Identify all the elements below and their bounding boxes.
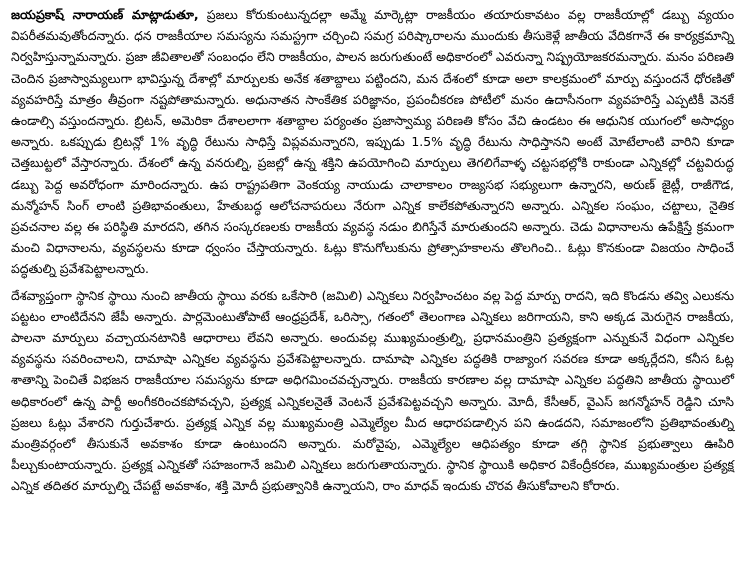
paragraph-1-text: ప్రజలు కోరుకుంటున్నదల్లా అమ్మే మార్కెట్లా రాజకీయం తయారుకావటం వల్ల రాజకీయాల్లో డబ్బు వ్యయం విపరీతమవుతోందన్నారు. ధన రాజకీయాల సమస్యను సమస్ట్రగా చర్చించి సమగ్ర పరిష్కారాలను ముందుకు తీసుకెళ్లే జాతీయ వేదికగానే ఈ కార్యక్రమాన్ని నిర్వహిస్తున్నామన్నారు. ప్రజా జీవితాలతో సంబంధం లేని రాజకీయం, పాలన జరుగుతుంటే అధికారంలో ఎవరున్నా నిష్ప్రయోజకరమన్నారు. మనం పరిణతి చెందిన ప్రజాస్వామ్యలుగా భావిస్తున్న దేశాల్లో మార్పులకు అనేక శతాబ్దాలు పట్టిందని, మన దేశంలో కూడా అలా కాలక్రమంలో మార్పు వస్తుందనే ధోరణితో వ్యవహరిస్తే మాత్రం తీవ్రంగా నష్టపోతామన్నారు. అధునాతన సాంకేతిక పరిజ్ఞానం, ప్రపంచీకరణ పోటీలో మనం ఉదాసీనంగా వ్యవహరిస్తే ఎప్పటికీ వెనకే ఉండాల్సి వస్తుందన్నారు. బ్రిటన్, అమెరికా దేశాలలాగా శతాబ్దాల పర్యంతం ప్రజాస్వామ్య పరిణతి కోసం వేచి ఉండటం ఈ ఆధునిక యుగంలో అసాధ్యం అన్నారు. ఒకప్పుడు బ్రిటన్లో 1% వృద్ధి రేటును సాధిస్తే విప్లవమన్నారని, ఇప్పుడు 1.5% వృద్ధి రేటును సాధిస్తానని అంటే మోటేలాంటి వారిని కూడా చెత్తబుట్టలో వేస్తారన్నారు. దేశంలో ఉన్న వనరుల్ని, ప్రజల్లో ఉన్న శక్తిని ఉపయోగించి మార్పులు తెగలిగేవాళ్ళ చట్టసభల్లోకి రాకుండా ఎన్నికల్లో చట్టవిరుద్ధ డబ్బు పెద్ద అవరోధంగా మారిందన్నారు. ఉప రాష్ట్రపతిగా వెంకయ్య నాయుడు చాలాకాలం రాజ్యసభ సభ్యులుగా ఉన్నారని, అరుణ్ జైట్లీ, రాజీగౌడ, మన్మోహన్ సింగ్ లాంటి ప్రతిభావంతులు, హేతుబద్ధ ఆలోచనాపరులు నేరుగా ఎన్నిక కాలేకపోతున్నారని అన్నారు. ఎన్నికల సంఘం, చట్టాలు, నైతిక ప్రవచనాల వల్ల ఈ పరిస్థితి మారదని, తగిన సంస్కరణలకు రాజకీయ వ్యవస్థ నడుం బిగిస్తేనే మారుతుందని అన్నారు. చెడు విధానాలను ఉపేక్షిస్తే క్రమంగా మంచి విధానాలను, వ్యవస్థలను కూడా ధ్వంసం చేస్తాయన్నారు. ఓట్లు కొనుగోలుకును ప్రోత్సాహకాలను తొలగించి.. ఓట్లు కొనకుండా విజయం సాధించే పద్ధతుల్ని ప్రవేశపెట్టాలన్నారు. <box>11 7 735 277</box>
article-paragraph-2 <box>11 285 734 497</box>
speaker-name: జయప్రకాష్ నారాయణ్ మాట్లాడుతూ, <box>11 7 199 22</box>
article-paragraph-1 <box>11 4 734 280</box>
paragraph-2-text: దేశవ్యాప్తంగా స్థానిక స్థాయి నుంచి జాతీయ స్థాయి వరకు ఒకేసారి (జమిలి) ఎన్నికలు నిర్వహించటం వల్ల పెద్ద మార్పు రాదని, ఇది కొండను తవ్వి ఎలుకను పట్టటం లాంటిదేనని జేపీ అన్నారు. పార్లమెంటుతోపాటే ఆంధ్రప్రదేశ్, ఒరిస్సా, గతంలో తెలంగాణ ఎన్నికలు జరిగాయని, కాని అక్కడ మెరుగైన రాజకీయ, పాలనా మార్పులు వచ్చాయనటానికి ఆధారాలు లేవని అన్నారు. అందువల్ల ముఖ్యమంత్రుల్ని, ప్రధానమంత్రిని ప్రత్యక్షంగా ఎన్నుకునే విధంగా ఎన్నికల వ్యవస్థను సవరించాలని, దామాషా ఎన్నికల వ్యవస్థను ప్రవేశపెట్టాలన్నారు. దామాషా ఎన్నికల పద్ధతికి రాజ్యాంగ సవరణ కూడా అక్కర్లేదని, కనీస ఓట్ల శాతాన్ని పెంచితే విభజన రాజకీయాల సమస్యను కూడా అధిగమించవచ్చన్నారు. రాజకీయ కారణాల వల్ల దామాషా ఎన్నికల పద్ధతిని జాతీయ స్థాయిలో అధికారంలో ఉన్న పార్టీ అంగీకరించకపోవచ్చని, ప్రత్యక్ష ఎన్నికలనైతే వెంటనే ప్రవేశపెట్టవచ్చని అన్నారు. మోదీ, కేసీఆర్, వైఎస్ జగన్మోహన్ రెడ్డిని చూసి ప్రజలు ఓట్లు వేశారని గుర్తుచేశారు. ప్రత్యక్ష ఎన్నిక వల్ల ముఖ్యమంత్రి ఎమ్మెల్యేల మీద ఆధారపడాల్సిన పని ఉండదని, సమాజంలోని ప్రతిభావంతుల్ని మంత్రివర్గంలో తీసుకునే అవకాశం కూడా ఉంటుందని అన్నారు. మరోవైపు, ఎమ్మెల్యేల ఆధిపత్యం కూడా తగ్గి స్థానిక ప్రభుత్వాలు ఊపిరి పీల్చుకుంటాయన్నారు. ప్రత్యక్ష ఎన్నికతో సహజంగానే జమిలి ఎన్నికలు జరుగుతాయన్నారు. స్థానిక స్థాయికి అధికార వికేంద్రీకరణ, ముఖ్యమంత్రుల ప్రత్యక్ష ఎన్నిక తదితర మార్పుల్ని చేపట్టే అవకాశం, శక్తి మోదీ ప్రభుత్వానికి ఉన్నాయని, రాం మాధవ్ ఇందుకు చొరవ తీసుకోవాలని కోరారు. <box>11 287 734 494</box>
